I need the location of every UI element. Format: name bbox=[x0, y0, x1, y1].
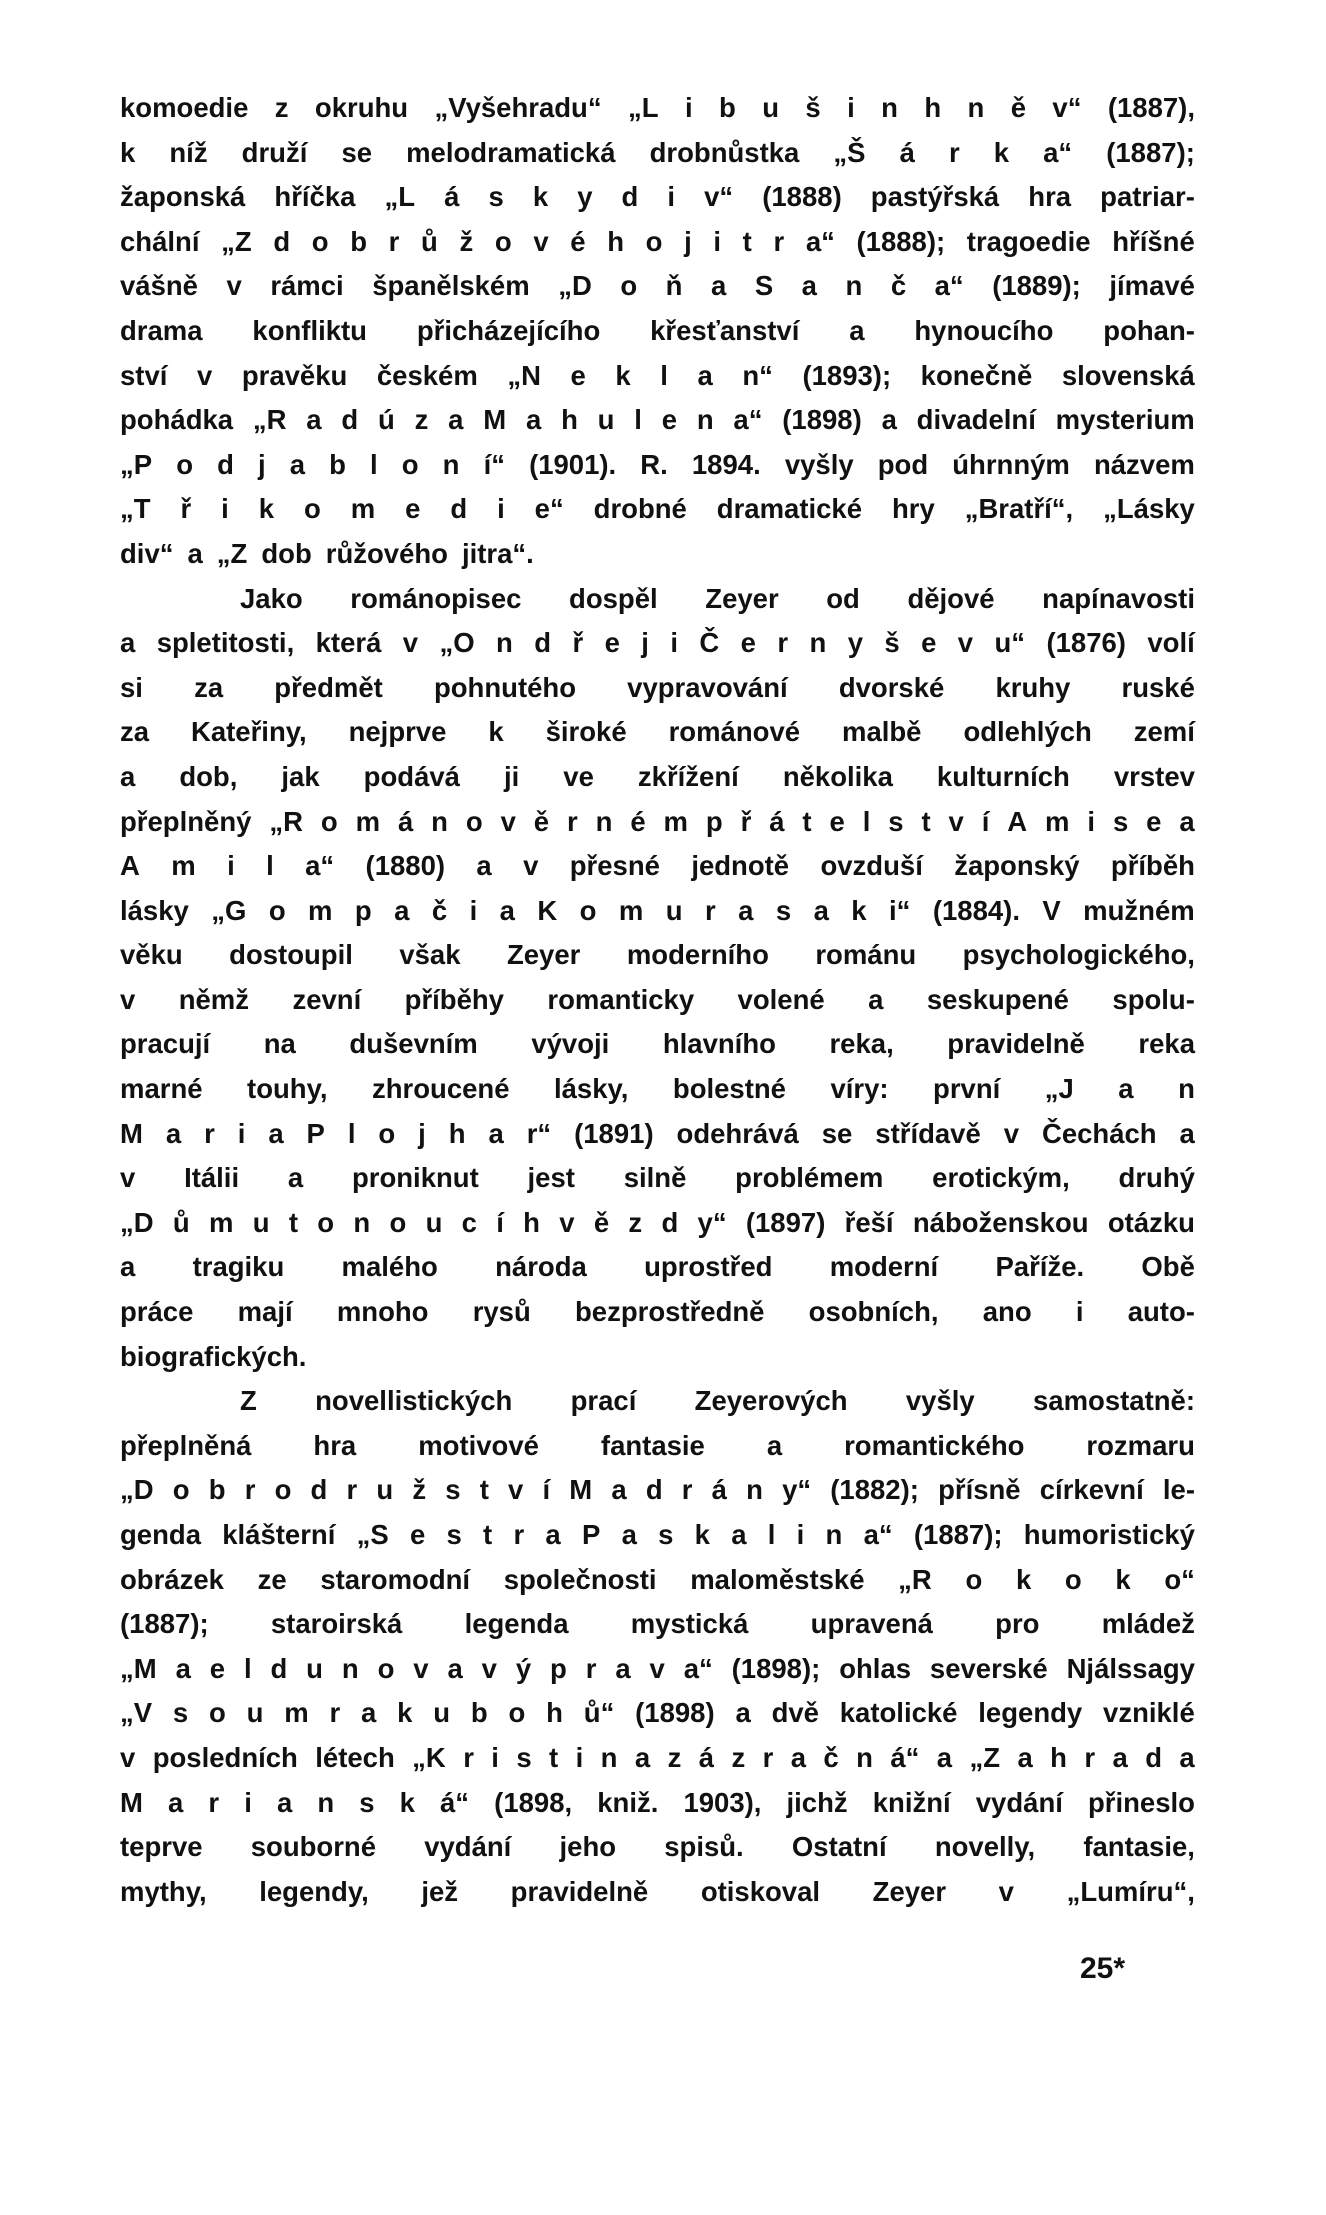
text-line: ství v pravěku českém „N e k l a n“ (1893); konečně slovenská bbox=[120, 359, 1195, 391]
text-line: M a r i a n s k á“ (1898, kniž. 1903), jichž knižní vydání přineslo bbox=[120, 1786, 1195, 1818]
text-line: pracují na duševním vývoji hlavního reka, pravidelně reka bbox=[120, 1028, 1195, 1060]
text-line: v posledních létech „K r i s t i n a z á z r a č n á“ a „Z a h r a d a bbox=[120, 1741, 1195, 1773]
text-line: si za předmět pohnutého vypravování dvorské kruhy ruské bbox=[120, 671, 1195, 703]
text-line: M a r i a P l o j h a r“ (1891) odehrává se střídavě v Čechách a bbox=[120, 1117, 1195, 1149]
text-line: v Itálii a proniknut jest silně problémem erotickým, druhý bbox=[120, 1162, 1195, 1194]
text-line: přeplněná hra motivové fantasie a romantického rozmaru bbox=[120, 1429, 1195, 1461]
text-line: chální „Z d o b r ů ž o v é h o j i t r a“ (1888); tragoedie hříšné bbox=[120, 225, 1195, 257]
text-line: genda klášterní „S e s t r a P a s k a l i n a“ (1887); humoristický bbox=[120, 1519, 1195, 1550]
text-line: v němž zevní příběhy romanticky volené a seskupené spolu- bbox=[120, 983, 1195, 1015]
text-line: a tragiku malého národa uprostřed moderní Paříže. Obě bbox=[120, 1251, 1195, 1283]
text-line: práce mají mnoho rysů bezprostředně osobních, ano i auto- bbox=[120, 1296, 1195, 1328]
text-line: teprve souborné vydání jeho spisů. Ostatní novelly, fantasie, bbox=[120, 1831, 1195, 1863]
text-line: biografických. bbox=[120, 1340, 307, 1372]
text-line: přeplněný „R o m á n o v ě r n é m p ř á t e l s t v í A m i s e a bbox=[120, 805, 1195, 837]
text-line: pohádka „R a d ú z a M a h u l e n a“ (1898) a divadelní mysterium bbox=[120, 404, 1195, 436]
text-line: mythy, legendy, jež pravidelně otiskoval Zeyer v „Lumíru“, bbox=[120, 1875, 1195, 1907]
text-line: obrázek ze staromodní společnosti maloměstské „R o k o k o“ bbox=[120, 1563, 1195, 1595]
text-line: A m i l a“ (1880) a v přesné jednotě ovzduší žaponský příběh bbox=[120, 850, 1195, 882]
text-line: vášně v rámci španělském „D o ň a S a n č a“ (1889); jímavé bbox=[120, 270, 1195, 302]
text-line: drama konfliktu přicházejícího křesťanství a hynoucího pohan- bbox=[120, 314, 1195, 346]
text-line: věku dostoupil však Zeyer moderního románu psychologického, bbox=[120, 939, 1195, 971]
text-line: „V s o u m r a k u b o h ů“ (1898) a dvě katolické legendy vzniklé bbox=[120, 1697, 1195, 1729]
page-number: 25* bbox=[1080, 1952, 1126, 1985]
text-line: lásky „G o m p a č i a K o m u r a s a k i“ (1884). V mužném bbox=[120, 894, 1195, 926]
text-line: div“ a „Z dob růžového jitra“. bbox=[120, 537, 534, 569]
text-line: žaponská hříčka „L á s k y d i v“ (1888) pastýřská hra patriar- bbox=[120, 181, 1195, 213]
text-line: marné touhy, zhroucené lásky, bolestné víry: první „J a n bbox=[120, 1073, 1195, 1105]
text-line: „M a e l d u n o v a v ý p r a v a“ (1898); ohlas severské Njálssagy bbox=[120, 1652, 1195, 1684]
text-line: Z novellistických prací Zeyerových vyšly samostatně: bbox=[240, 1385, 1195, 1417]
text-line: Jako románopisec dospěl Zeyer od dějové napínavosti bbox=[240, 582, 1195, 614]
body-text bbox=[120, 86, 1195, 1914]
text-line: komoedie z okruhu „Vyšehradu“ „L i b u š i n h n ě v“ (1887), bbox=[120, 92, 1195, 123]
text-line: „D ů m u t o n o u c í h v ě z d y“ (1897) řeší náboženskou otázku bbox=[120, 1206, 1195, 1238]
text-line: za Kateřiny, nejprve k široké románové malbě odlehlých zemí bbox=[120, 716, 1195, 748]
text-line: „D o b r o d r u ž s t v í M a d r á n y“ (1882); přísně církevní le- bbox=[120, 1474, 1195, 1506]
text-line: (1887); staroirská legenda mystická upravená pro mládež bbox=[120, 1608, 1195, 1640]
text-line: „T ř i k o m e d i e“ drobné dramatické hry „Bratří“, „Lásky bbox=[120, 493, 1195, 525]
text-line: k níž druží se melodramatická drobnůstka „Š á r k a“ (1887); bbox=[120, 136, 1195, 168]
text-line: a dob, jak podává ji ve zkřížení několika kulturních vrstev bbox=[120, 760, 1195, 792]
text-line: a spletitosti, která v „O n d ř e j i Č e r n y š e v u“ (1876) volí bbox=[120, 627, 1195, 659]
text-line: „P o d j a b l o n í“ (1901). R. 1894. vyšly pod úhrnným názvem bbox=[120, 448, 1195, 480]
